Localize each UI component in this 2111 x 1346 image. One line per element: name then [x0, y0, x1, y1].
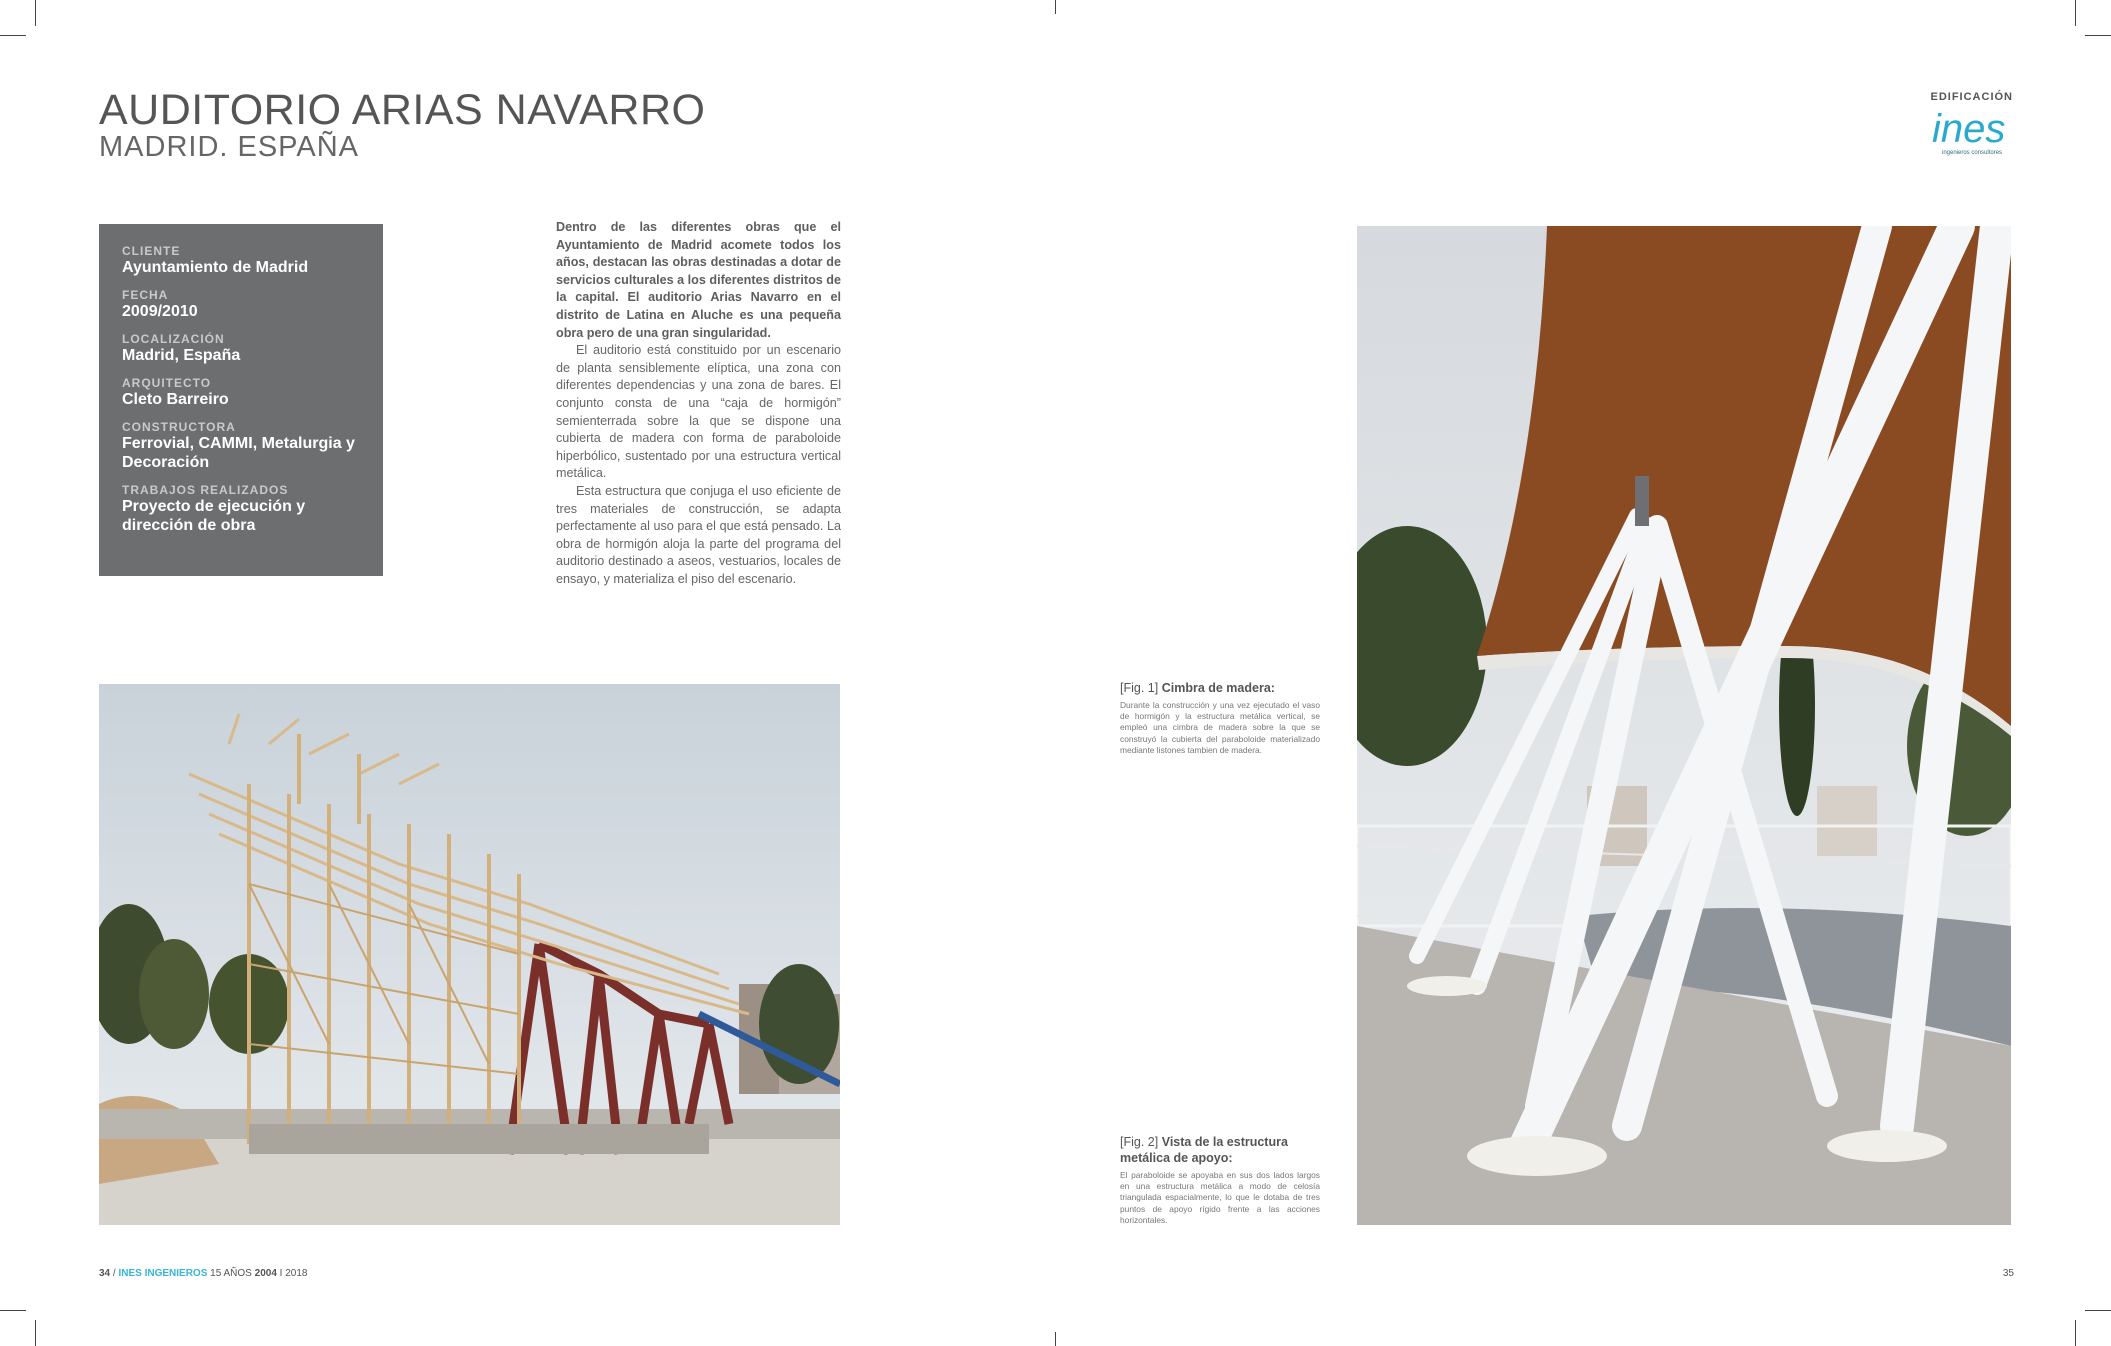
footer-range-start: 2004: [254, 1268, 277, 1279]
article-paragraph: El auditorio está constituido por un escenario de planta sensiblemente elíptica, una zona con diferentes dependencias y una zona de bares. El conjunto consta de una “caja de hormigón” semienterrada sobre la que se dispone una cubierta de madera con forma de paraboloide hiperbólico, sustentado por una estructura vertical metálica.: [556, 343, 841, 481]
crop-mark: [2085, 1310, 2111, 1311]
footer-years: 15 AÑOS: [210, 1268, 252, 1279]
caption-fig2: [1120, 1134, 1320, 1226]
article-body: [556, 219, 841, 588]
article-lead-paragraph: Dentro de las diferentes obras que el Ayuntamiento de Madrid acomete todos los años, destacan las obras destinadas a dotar de servicios culturales a los diferentes distritos de la capital. El auditorio Arias Navarro en el distrito de Latina en Aluche es una pequeña obra pero de una gran singularidad.: [556, 220, 841, 340]
info-value-client: Ayuntamiento de Madrid: [122, 259, 309, 276]
caption-text: Durante la construcción y una vez ejecutado el vaso de hormigón y la estructura metálica vertical, se empleó una cimbra de madera sobre la que se construyó la cubierta del paraboloide materializado mediante listones tambien de madera.: [1120, 700, 1320, 755]
page-number: 34: [99, 1268, 111, 1279]
footer-separator: /: [112, 1268, 116, 1279]
photo-steel-structure: [1357, 226, 2011, 1225]
svg-text:ines: ines: [1932, 108, 2006, 151]
crop-mark: [2075, 0, 2076, 26]
info-value-builder: Ferrovial, CAMMI, Metalurgia y Decoración: [122, 435, 355, 471]
caption-text: El paraboloide se apoyaba en sus dos lados largos en una estructura metálica a modo de celosía triangulada espacialmente, lo que le dotaba de tres puntos de apoyo rígido frente a las acciones horizontales.: [1120, 1170, 1320, 1225]
info-label-location: LOCALIZACIÓN: [122, 332, 225, 346]
crop-mark: [35, 1320, 36, 1346]
svg-text:ingenieros consultores: ingenieros consultores: [1942, 150, 2003, 156]
info-label-client: CLIENTE: [122, 244, 181, 258]
crop-mark: [35, 0, 36, 26]
crop-mark: [2075, 1320, 2076, 1346]
info-value-location: Madrid, España: [122, 347, 241, 364]
info-label-architect: ARQUITECTO: [122, 376, 212, 390]
info-value-date: 2009/2010: [122, 303, 198, 320]
crop-mark: [0, 1310, 26, 1311]
info-label-date: FECHA: [122, 288, 169, 302]
section-tag: EDIFICACIÓN: [1930, 91, 2013, 103]
ines-logo: [1930, 108, 2020, 158]
info-value-works: Proyecto de ejecución y dirección de obra: [122, 498, 306, 534]
caption-number: [Fig. 2]: [1120, 1135, 1159, 1149]
footer-left: [99, 1268, 307, 1279]
crop-mark: [1055, 0, 1056, 14]
crop-mark: [2085, 35, 2111, 36]
info-value-architect: Cleto Barreiro: [122, 391, 229, 408]
crop-mark: [1055, 1332, 1056, 1346]
info-label-builder: CONSTRUCTORA: [122, 420, 236, 434]
article-paragraph: Esta estructura que conjuga el uso eficiente de tres materiales de construcción, se adapta perfectamente al uso para el que está pensado. La obra de hormigón aloja la parte del programa del auditorio destinado a aseos, vestuarios, locales de ensayo, y materializa el piso del escenario.: [556, 483, 841, 586]
photo-timber-formwork: [99, 684, 840, 1225]
crop-mark: [0, 35, 26, 36]
caption-number: [Fig. 1]: [1120, 681, 1159, 695]
caption-title: Vista de la estructura metálica de apoyo:: [1120, 1135, 1288, 1165]
footer-brand: INES INGENIEROS: [118, 1268, 208, 1279]
caption-title: Cimbra de madera:: [1161, 681, 1275, 695]
footer-range-separator: I: [279, 1268, 283, 1279]
page-subtitle: MADRID. ESPAÑA: [99, 131, 360, 163]
project-info-box: [99, 224, 383, 576]
page-number-right: 35: [2002, 1268, 2014, 1279]
caption-fig1: [1120, 680, 1320, 756]
info-label-works: TRABAJOS REALIZADOS: [122, 483, 289, 497]
page-title: AUDITORIO ARIAS NAVARRO: [99, 86, 706, 134]
footer-range-end: 2018: [285, 1268, 308, 1279]
